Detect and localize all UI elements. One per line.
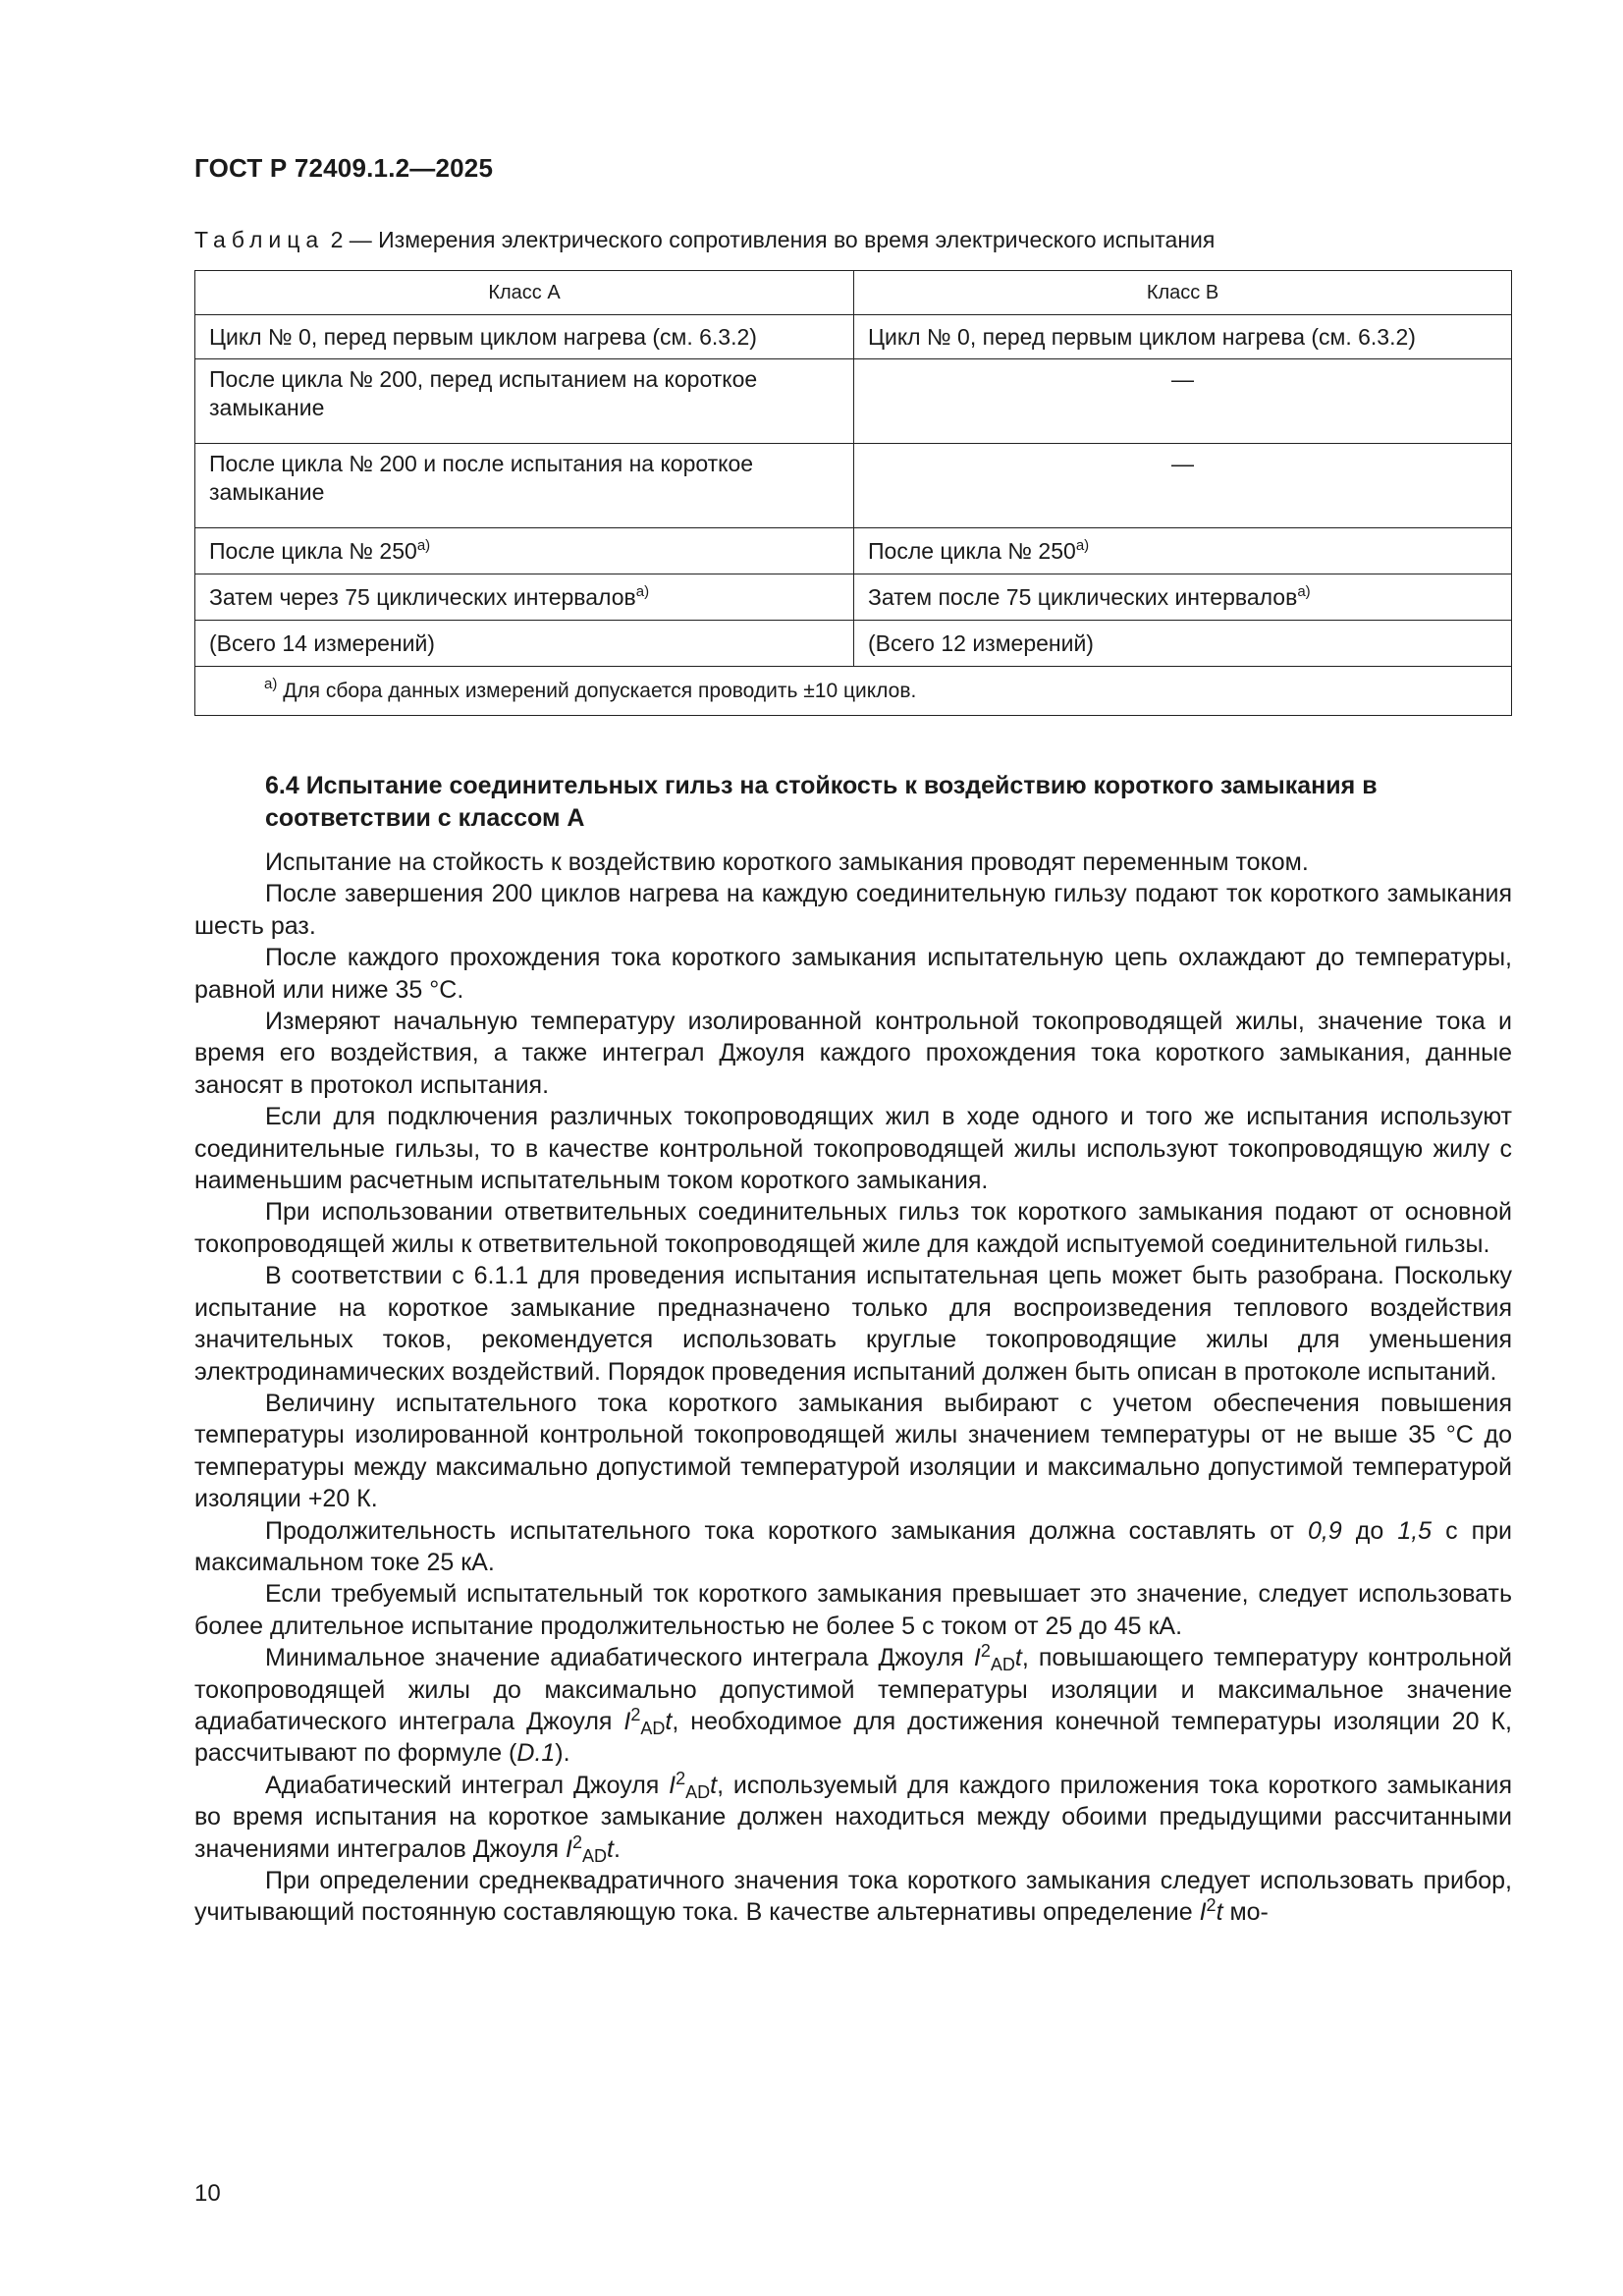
symbol-exp: 2	[676, 1768, 686, 1788]
text-run: Минимальное значение адиабатического интеграла Джоуля	[265, 1644, 974, 1672]
table-row	[195, 444, 1512, 528]
table-row	[195, 621, 1512, 667]
symbol-i: I	[973, 1644, 981, 1672]
paragraph: В соответствии с 6.1.1 для проведения испытания испытательная цепь может быть разобрана. Поскольку испытание на короткое замыкание предназначено только для воспроизведения теплового воздействия значительных токов, рекомендуется использовать круглые токопроводящие жилы для уменьшения электродинамических воздействий. Порядок проведения испытаний должен быть описан в протоколе испытаний.	[194, 1262, 1512, 1386]
table-footnote	[195, 667, 1512, 716]
table-caption-text: 2 — Измерения электрического сопротивления во время электрического испытания	[330, 227, 1216, 252]
cell-class-b: —	[854, 359, 1512, 444]
symbol-i: I	[623, 1707, 631, 1735]
measurements-table	[194, 270, 1512, 716]
table-caption-word: Таблица	[194, 227, 325, 252]
paragraph	[194, 1865, 1512, 1929]
text-run: , используемый для каждого приложения тока короткого замыкания во время испытания на короткое замыкание должен находиться между обоими предыдущими рассчитанными значениями интегралов Джоуля	[194, 1771, 1512, 1863]
cell-class-a: После цикла № 200, перед испытанием на короткое замыкание	[195, 359, 854, 444]
table-footnote-row	[195, 667, 1512, 716]
cell-class-b	[854, 528, 1512, 574]
symbol-i: I	[1199, 1898, 1207, 1927]
column-header-class-a: Класс А	[195, 271, 854, 315]
table-caption	[194, 227, 1215, 253]
symbol-exp: 2	[571, 1831, 582, 1852]
paragraph: После завершения 200 циклов нагрева на каждую соединительную гильзу подают ток короткого замыкания шесть раз.	[194, 880, 1512, 940]
cell-class-a: После цикла № 200 и после испытания на короткое замыкание	[195, 444, 854, 528]
symbol-exp: 2	[980, 1641, 991, 1662]
text-run: мо-	[1222, 1898, 1269, 1927]
paragraph: Испытание на стойкость к воздействию короткого замыкания проводят переменным током.	[265, 848, 1309, 876]
paragraph	[194, 1770, 1512, 1865]
column-header-class-b: Класс В	[854, 271, 1512, 315]
formula-ref: D.1	[516, 1739, 556, 1768]
footnote-ref: а)	[1297, 582, 1311, 600]
text-run: , необходимое для достижения конечной температуры изоляции 20 К, рассчитывают по формуле (	[194, 1707, 1512, 1768]
value-italic: 1,5	[1397, 1516, 1433, 1545]
value-italic: 0,9	[1308, 1516, 1342, 1545]
text-run: до	[1341, 1516, 1398, 1545]
text-run: , повышающего температуру контрольной токопроводящей жилы до максимально допустимой температуры изоляции и максимальное значение адиабатического интеграла Джоуля	[194, 1644, 1512, 1735]
symbol-i: I	[669, 1771, 676, 1799]
symbol-i: I	[566, 1834, 572, 1863]
paragraph: При использовании ответвительных соединительных гильз ток короткого замыкания подают от основной токопроводящей жилы к ответвительной токопроводящей жиле для каждой испытуемой соединительной гильзы.	[194, 1198, 1512, 1258]
footnote-text: Для сбора данных измерений допускается проводить ±10 циклов.	[283, 680, 917, 702]
paragraph: После каждого прохождения тока короткого замыкания испытательную цепь охлаждают до температуры, равной или ниже 35 °С.	[194, 944, 1512, 1004]
text-run: с при максимальном токе 25 кА.	[194, 1516, 1512, 1576]
symbol-t: t	[1216, 1898, 1223, 1927]
table-row	[195, 315, 1512, 359]
footnote-mark: а)	[264, 676, 278, 692]
paragraph	[194, 1515, 1512, 1579]
cell-text: Затем через 75 циклических интервалов	[209, 583, 636, 610]
table-row	[195, 359, 1512, 444]
section-body	[194, 847, 1512, 1929]
symbol-sub: AD	[582, 1845, 608, 1866]
cell-class-a: Цикл № 0, перед первым циклом нагрева (см. 6.3.2)	[195, 315, 854, 359]
table-row	[195, 528, 1512, 574]
cell-text: После цикла № 250	[209, 537, 417, 564]
section-title: 6.4 Испытание соединительных гильз на стойкость к воздействию короткого замыкания в соответствии с классом А	[265, 772, 1378, 832]
symbol-t: t	[607, 1834, 614, 1863]
symbol-exp: 2	[630, 1704, 641, 1724]
formula-i2adt	[566, 1831, 614, 1866]
formula-i2adt	[623, 1704, 673, 1738]
cell-class-a	[195, 574, 854, 621]
cell-text: Затем после 75 циклических интервалов	[868, 583, 1298, 610]
cell-class-a	[195, 528, 854, 574]
text-run: .	[613, 1834, 621, 1863]
cell-class-b: Цикл № 0, перед первым циклом нагрева (см. 6.3.2)	[854, 315, 1512, 359]
text-run: Адиабатический интеграл Джоуля	[265, 1771, 670, 1799]
symbol-sub: AD	[990, 1655, 1015, 1675]
symbol-sub: AD	[685, 1781, 711, 1802]
cell-class-b	[854, 574, 1512, 621]
document-header: ГОСТ Р 72409.1.2—2025	[194, 153, 494, 183]
paragraph: Величину испытательного тока короткого замыкания выбирают с учетом обеспечения повышения температуры изолированной контрольной токопроводящей жилы значением температуры от не выше 35 °С до температуры между максимально допустимой температурой изоляции и максимально допустимой температурой изоляции +20 К.	[194, 1389, 1512, 1513]
cell-text: После цикла № 250	[868, 537, 1076, 564]
paragraph	[194, 1642, 1512, 1770]
cell-class-b: —	[854, 444, 1512, 528]
symbol-exp: 2	[1206, 1895, 1217, 1916]
paragraph: Измеряют начальную температуру изолированной контрольной токопроводящей жилы, значение тока и время его воздействия, а также интеграл Джоуля каждого прохождения тока короткого замыкания, данные заносят в протокол испытания.	[194, 1008, 1512, 1099]
formula-i2t	[1199, 1895, 1223, 1927]
page-number: 10	[194, 2180, 221, 2207]
symbol-sub: AD	[640, 1718, 666, 1738]
symbol-t: t	[665, 1707, 673, 1735]
text-run: При определении среднеквадратичного значения тока короткого замыкания следует использовать прибор, учитывающий постоянную составляющую тока. В качестве альтернативы определение	[194, 1867, 1512, 1927]
text-run: Продолжительность испытательного тока короткого замыкания должна составлять от	[265, 1516, 1309, 1545]
cell-class-a: (Всего 14 измерений)	[195, 621, 854, 667]
formula-i2adt	[973, 1641, 1022, 1675]
symbol-t: t	[710, 1771, 718, 1799]
table-row	[195, 574, 1512, 621]
paragraph: Если требуемый испытательный ток короткого замыкания превышает это значение, следует использовать более длительное испытание продолжительностью не более 5 с током от 25 до 45 кА.	[194, 1580, 1512, 1640]
paragraph: Если для подключения различных токопроводящих жил в ходе одного и того же испытания используют соединительные гильзы, то в качестве контрольной токопроводящей жилы используют токопроводящую жилу с наименьшим расчетным испытательным током короткого замыкания.	[194, 1103, 1512, 1195]
footnote-ref: а)	[635, 582, 650, 600]
footnote-ref: а)	[1075, 536, 1090, 554]
cell-class-b: (Всего 12 измерений)	[854, 621, 1512, 667]
text-run: ).	[555, 1739, 570, 1768]
formula-i2adt	[669, 1768, 718, 1802]
symbol-t: t	[1014, 1644, 1022, 1672]
footnote-ref: а)	[416, 536, 431, 554]
